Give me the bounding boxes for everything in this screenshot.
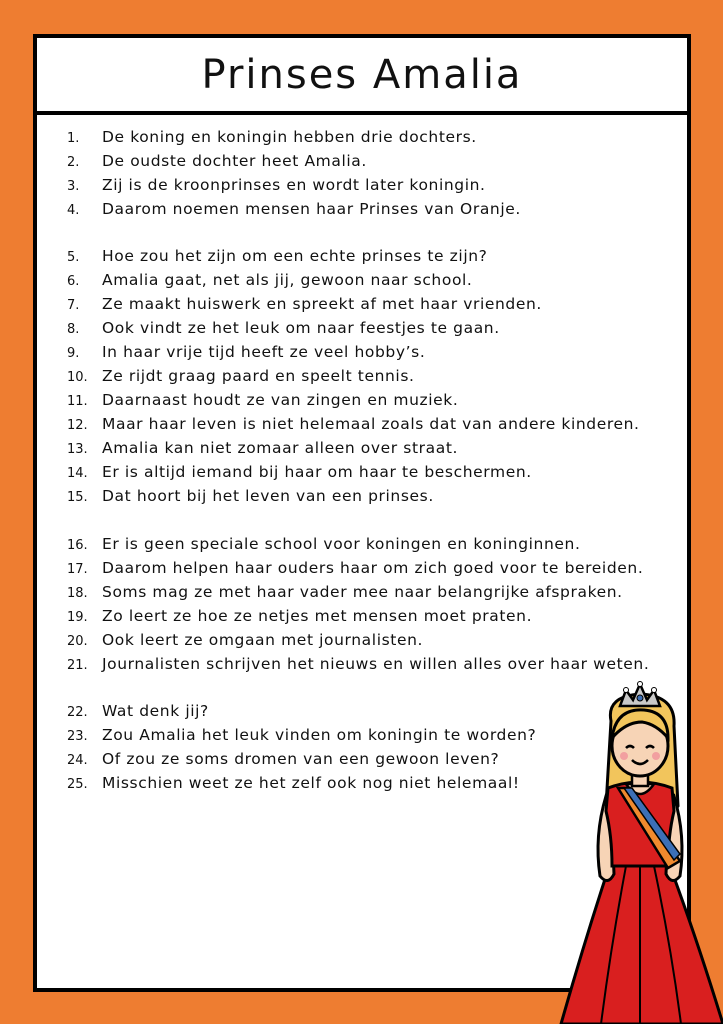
text-line	[67, 774, 520, 796]
line-number: 11.	[67, 394, 88, 409]
line-text: Dat hoort bij het leven van een prinses.	[102, 487, 434, 505]
line-number: 16.	[67, 538, 88, 553]
line-number: 21.	[67, 658, 88, 673]
line-text: Soms mag ze met haar vader mee naar belangrijke afspraken.	[102, 583, 623, 601]
text-line	[67, 750, 499, 772]
line-text: Zo leert ze hoe ze netjes met mensen moet praten.	[102, 607, 533, 625]
line-number: 25.	[67, 777, 88, 792]
text-line	[67, 535, 580, 557]
line-number: 13.	[67, 442, 88, 457]
line-number: 5.	[67, 250, 80, 265]
line-number: 6.	[67, 274, 80, 289]
line-number: 9.	[67, 346, 80, 361]
text-line	[67, 487, 434, 509]
line-text: Zij is de kroonprinses en wordt later koningin.	[102, 176, 486, 194]
line-text: Misschien weet ze het zelf ook nog niet helemaal!	[102, 774, 520, 792]
line-number: 14.	[67, 466, 88, 481]
line-number: 24.	[67, 753, 88, 768]
line-number: 1.	[67, 131, 80, 146]
line-text: Ze rijdt graag paard en speelt tennis.	[102, 367, 415, 385]
line-number: 20.	[67, 634, 88, 649]
page-title: Prinses Amalia	[201, 51, 523, 98]
text-line	[67, 152, 367, 174]
line-number: 4.	[67, 203, 80, 218]
line-number: 7.	[67, 298, 80, 313]
line-text: Er is geen speciale school voor koningen en koninginnen.	[102, 535, 581, 553]
line-text: Journalisten schrijven het nieuws en willen alles over haar weten.	[102, 655, 650, 673]
text-line	[67, 655, 649, 677]
line-text: Daarnaast houdt ze van zingen en muziek.	[102, 391, 459, 409]
text-line	[67, 607, 532, 629]
line-number: 3.	[67, 179, 80, 194]
line-number: 8.	[67, 322, 80, 337]
line-text: Ook vindt ze het leuk om naar feestjes te gaan.	[102, 319, 500, 337]
text-line	[67, 271, 472, 293]
line-text: Daarom noemen mensen haar Prinses van Oranje.	[102, 200, 521, 218]
line-text: Amalia gaat, net als jij, gewoon naar school.	[102, 271, 473, 289]
line-number: 22.	[67, 705, 88, 720]
title-bar	[37, 38, 687, 115]
line-text: Amalia kan niet zomaar alleen over straat.	[102, 439, 459, 457]
text-line	[67, 463, 532, 485]
line-text: Ook leert ze omgaan met journalisten.	[102, 631, 424, 649]
text-line	[67, 726, 536, 748]
text-line	[67, 128, 477, 150]
text-line	[67, 295, 542, 317]
line-number: 15.	[67, 490, 88, 505]
text-line	[67, 367, 415, 389]
line-number: 2.	[67, 155, 80, 170]
line-number: 19.	[67, 610, 88, 625]
text-line	[67, 247, 488, 269]
text-line	[67, 391, 458, 413]
line-text: Hoe zou het zijn om een echte prinses te zijn?	[102, 247, 488, 265]
line-text: Of zou ze soms dromen van een gewoon leven?	[102, 750, 500, 768]
princess-illustration	[556, 676, 723, 1024]
line-text: Er is altijd iemand bij haar om haar te beschermen.	[102, 463, 532, 481]
text-line	[67, 319, 500, 341]
line-text: De oudste dochter heet Amalia.	[102, 152, 367, 170]
line-text: In haar vrije tijd heeft ze veel hobby’s.	[102, 343, 426, 361]
line-text: Zou Amalia het leuk vinden om koningin te worden?	[102, 726, 537, 744]
text-line	[67, 702, 209, 724]
line-text: Daarom helpen haar ouders haar om zich goed voor te bereiden.	[102, 559, 644, 577]
line-text: Wat denk jij?	[102, 702, 209, 720]
line-text: Ze maakt huiswerk en spreekt af met haar vrienden.	[102, 295, 542, 313]
text-line	[67, 343, 425, 365]
text-line	[67, 415, 640, 437]
text-line	[67, 559, 643, 581]
text-line	[67, 631, 423, 653]
text-line	[67, 583, 623, 605]
line-text: Maar haar leven is niet helemaal zoals dat van andere kinderen.	[102, 415, 640, 433]
line-text: De koning en koningin hebben drie dochters.	[102, 128, 477, 146]
line-number: 12.	[67, 418, 88, 433]
text-line	[67, 200, 521, 222]
text-line	[67, 176, 486, 198]
line-number: 23.	[67, 729, 88, 744]
line-number: 18.	[67, 586, 88, 601]
line-number: 17.	[67, 562, 88, 577]
line-number: 10.	[67, 370, 88, 385]
text-line	[67, 439, 458, 461]
